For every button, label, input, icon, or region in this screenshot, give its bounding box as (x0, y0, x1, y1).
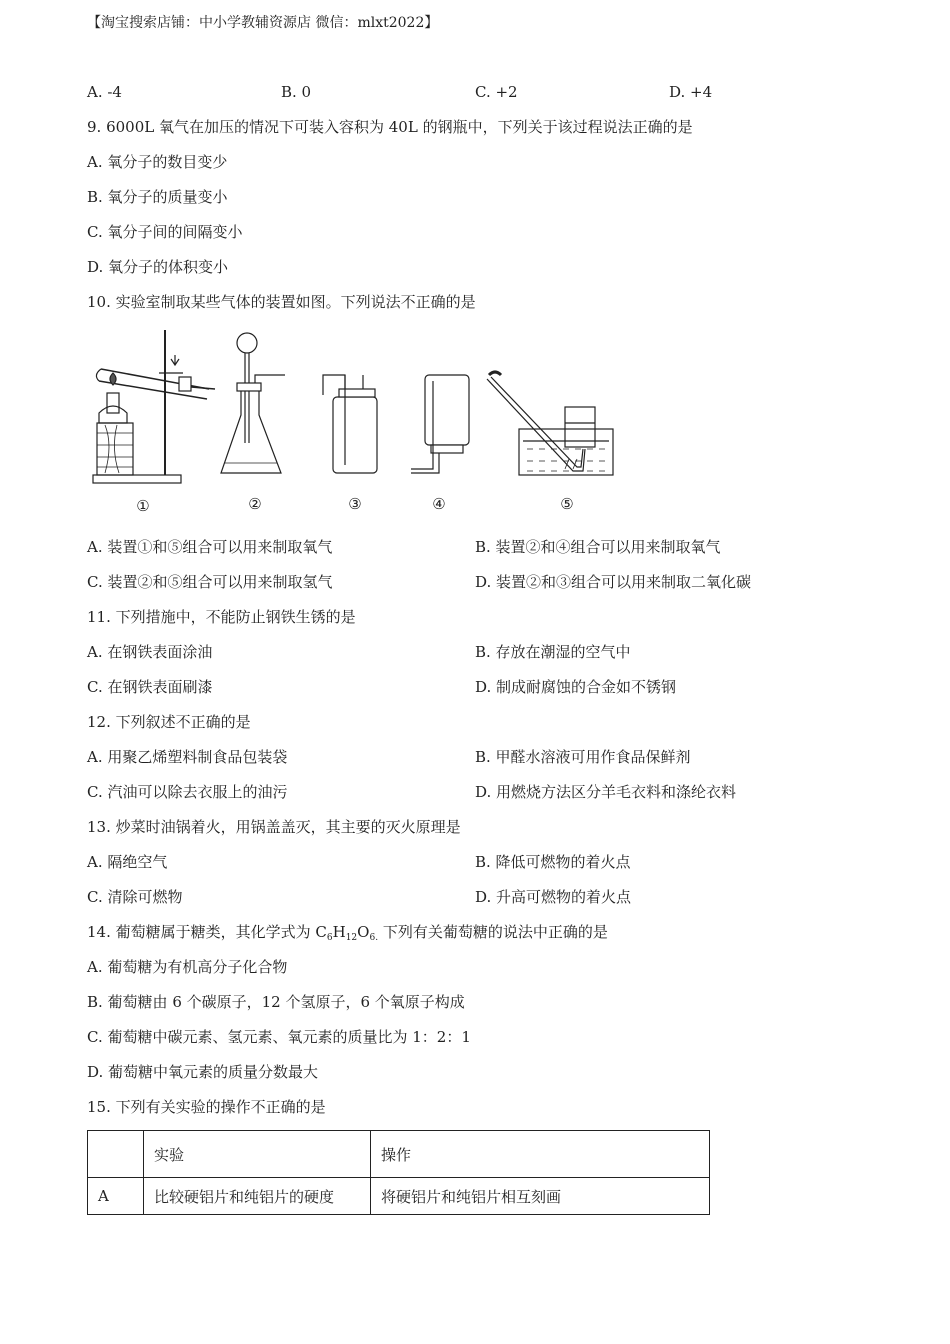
q9-option-a: A. 氧分子的数目变少 (87, 153, 228, 171)
q11-option-c: C. 在钢铁表面刷漆 (87, 678, 213, 696)
q14-option-d: D. 葡萄糖中氧元素的质量分数最大 (87, 1063, 319, 1081)
q13-option-a: A. 隔绝空气 (87, 853, 168, 871)
q11-option-b: B. 存放在潮湿的空气中 (475, 643, 631, 661)
q12-option-b: B. 甲醛水溶液可用作食品保鲜剂 (475, 748, 691, 766)
q11-stem: 11. 下列措施中，不能防止钢铁生锈的是 (87, 608, 356, 626)
apparatus-figure (87, 325, 647, 525)
q14-stem (87, 922, 608, 942)
q13-stem: 13. 炒菜时油锅着火，用锅盖盖灭，其主要的灭火原理是 (87, 818, 461, 836)
q14-option-a: A. 葡萄糖为有机高分子化合物 (87, 958, 288, 976)
q14-option-c: C. 葡萄糖中碳元素、氢元素、氧元素的质量比为 1：2：1 (87, 1028, 471, 1046)
apparatus-label-1: ① (136, 497, 150, 515)
apparatus-label-5: ⑤ (560, 495, 574, 513)
q12-option-d: D. 用燃烧方法区分羊毛衣料和涤纶衣料 (475, 783, 737, 801)
q9-option-d: D. 氧分子的体积变小 (87, 258, 229, 276)
q12-option-c: C. 汽油可以除去衣服上的油污 (87, 783, 288, 801)
q8-option-c: C. +2 (475, 83, 518, 101)
q9-option-b: B. 氧分子的质量变小 (87, 188, 228, 206)
q14-formula-o: O (357, 923, 370, 941)
q8-option-b: B. 0 (281, 83, 312, 101)
q15-stem: 15. 下列有关实验的操作不正确的是 (87, 1098, 326, 1116)
q9-option-c: C. 氧分子间的间隔变小 (87, 223, 243, 241)
q13-option-d: D. 升高可燃物的着火点 (475, 888, 632, 906)
q15-header-experiment: 实验 (144, 1131, 371, 1178)
apparatus-label-3: ③ (348, 495, 362, 513)
q10-option-a: A. 装置①和⑤组合可以用来制取氧气 (87, 538, 333, 556)
q14-stem-prefix: 14. 葡萄糖属于糖类，其化学式为 C (87, 923, 327, 941)
q14-formula-c-count: 6 (326, 933, 333, 943)
q15-row-a-operation: 将硬铝片和纯铝片相互刻画 (371, 1178, 710, 1215)
apparatus-3-gas-bottle (323, 375, 377, 473)
q10-option-b: B. 装置②和④组合可以用来制取氧气 (475, 538, 721, 556)
q15-table-header-row (88, 1131, 710, 1178)
q8-option-d: D. +4 (669, 83, 713, 101)
q13-option-b: B. 降低可燃物的着火点 (475, 853, 631, 871)
q10-stem: 10. 实验室制取某些气体的装置如图。下列说法不正确的是 (87, 293, 476, 311)
q10-option-d: D. 装置②和③组合可以用来制取二氧化碳 (475, 573, 752, 591)
q13-option-c: C. 清除可燃物 (87, 888, 183, 906)
q15-row-a-id: A (88, 1178, 144, 1215)
q14-option-b: B. 葡萄糖由 6 个碳原子，12 个氢原子，6 个氧原子构成 (87, 993, 465, 1011)
q12-stem: 12. 下列叙述不正确的是 (87, 713, 251, 731)
table-row (88, 1178, 710, 1215)
apparatus-2-flask-funnel (221, 333, 285, 473)
apparatus-4-inverted-bottle (411, 375, 469, 473)
q12-option-a: A. 用聚乙烯塑料制食品包装袋 (87, 748, 288, 766)
q15-table (87, 1130, 710, 1215)
q9-stem: 9. 6000L 氧气在加压的情况下可装入容积为 40L 的钢瓶中，下列关于该过程说法正确的是 (87, 118, 693, 136)
q14-formula-h-count: 12 (345, 933, 358, 943)
q14-stem-suffix: 下列有关葡萄糖的说法中正确的是 (378, 923, 608, 941)
apparatus-label-4: ④ (432, 495, 446, 513)
q11-option-d: D. 制成耐腐蚀的合金如不锈钢 (475, 678, 677, 696)
q14-formula-h: H (332, 923, 346, 941)
apparatus-5-water-trough (487, 372, 613, 475)
q11-option-a: A. 在钢铁表面涂油 (87, 643, 213, 661)
q10-option-c: C. 装置②和⑤组合可以用来制取氢气 (87, 573, 333, 591)
page-header: 【淘宝搜索店铺：中小学教辅资源店 微信：mlxt2022】 (87, 15, 439, 31)
q15-row-a-experiment: 比较硬铝片和纯铝片的硬度 (144, 1178, 371, 1215)
apparatus-1-heating-setup (93, 330, 215, 483)
apparatus-label-2: ② (248, 495, 262, 513)
q8-option-a: A. -4 (87, 83, 122, 101)
q14-formula-o-count: 6. (369, 933, 379, 943)
q15-header-operation: 操作 (371, 1131, 710, 1178)
q15-header-id (88, 1131, 144, 1178)
